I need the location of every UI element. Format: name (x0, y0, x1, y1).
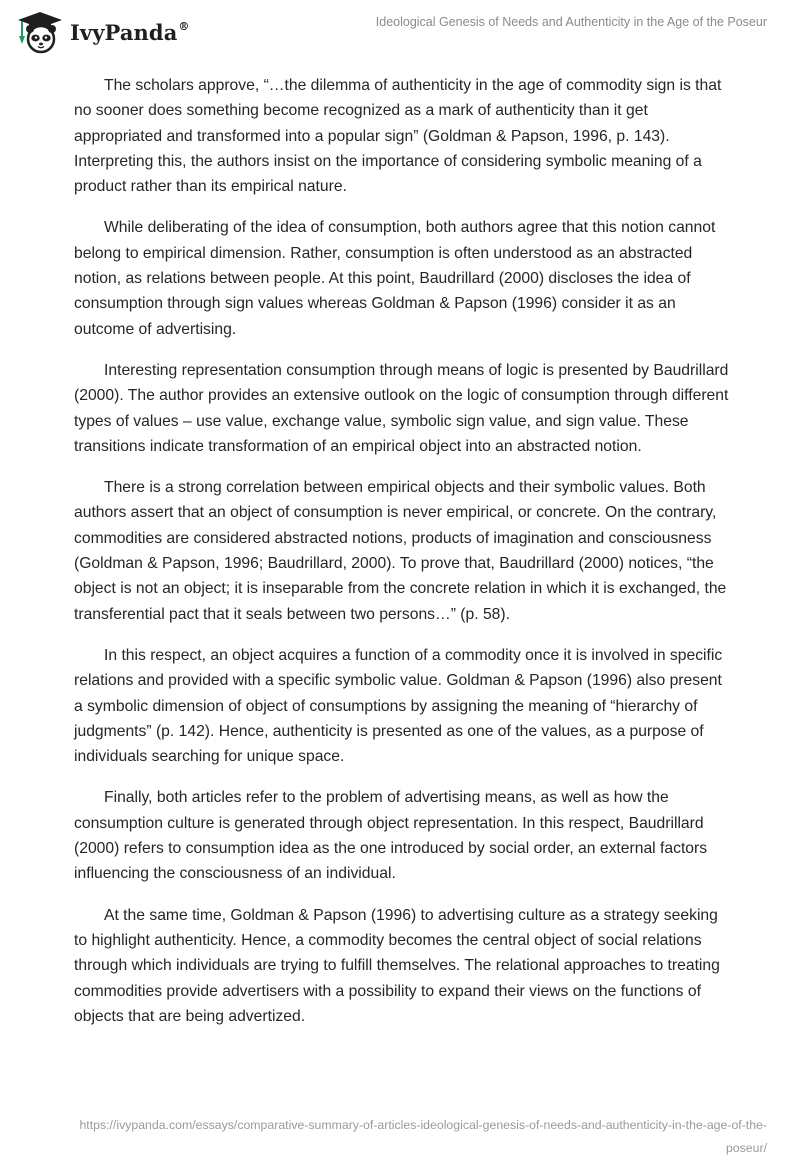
paragraph: The scholars approve, “…the dilemma of authenticity in the age of commodity sign is that no sooner does something become recognized as a mark of authenticity than it get appropriated and transformed into a popular sign” (Goldman & Papson, 1996, p. 143). Interpreting this, the authors insist on the importance of considering symbolic meaning of a product rather than its empirical nature. (74, 77, 722, 196)
page-header (0, 0, 800, 60)
brand-name (70, 20, 190, 45)
paragraph: There is a strong correlation between empirical objects and their symbolic values. Both authors assert that an object of consumption is never empirical, or concrete. On the contrary, commodities are considered abstracted notions, products of imagination and consciousness (Goldman & Papson, 1996; Baudrillard, 2000). To prove that, Baudrillard (2000) notices, “the object is not an object; it is inseparable from the concrete relation in which it is exchanged, the transferential pact that it seals between two persons…” (p. 58). (74, 479, 727, 623)
essay-body (74, 73, 730, 1045)
panda-graduate-icon (14, 10, 66, 54)
paragraph: At the same time, Goldman & Papson (1996) to advertising culture as a strategy seeking to highlight authenticity. Hence, a commodity becomes the central object of social relations through which individuals are trying to fulfill themselves. The relational approaches to treating commodities provide advertisers with a possibility to expand their views on the functions of objects that are being advertized. (74, 906, 720, 1025)
paragraph: While deliberating of the idea of consumption, both authors agree that this notion cannot belong to empirical dimension. Rather, consumption is often understood as an abstracted notion, as relations between people. At this point, Baudrillard (2000) discloses the idea of consumption through sign values whereas Goldman & Papson (1996) consider it as an outcome of advertising. (74, 219, 716, 338)
registered-mark: ® (178, 19, 190, 33)
document-title: Ideological Genesis of Needs and Authenticity in the Age of the Poseur (375, 15, 767, 29)
source-url[interactable]: https://ivypanda.com/essays/comparative-summary-of-articles-ideological-genesis-of-needs-and-authenticity-in-the-age-of-the-poseur/ (79, 1118, 767, 1155)
paragraph: Finally, both articles refer to the problem of advertising means, as well as how the consumption culture is generated through object representation. In this respect, Baudrillard (2000) refers to consumption idea as the one introduced by social order, an external factors influencing the consciousness of an individual. (74, 789, 708, 883)
paragraph: In this respect, an object acquires a function of a commodity once it is involved in specific relations and provided with a specific symbolic value. Goldman & Papson (1996) also present a symbolic dimension of object of consumptions by assigning the meaning of “hierarchy of judgments” (p. 142). Hence, authenticity is presented as one of the values, as a purpose of individuals searching for unique space. (74, 646, 723, 766)
brand-label: IvyPanda (70, 19, 178, 45)
ivypanda-logo[interactable] (14, 10, 190, 54)
paragraph: Interesting representation consumption through means of logic is presented by Baudrillard (2000). The author provides an extensive outlook on the logic of consumption through different types of values – use value, exchange value, symbolic sign value, and sign value. These transitions indicate transformation of an empirical object into an abstracted notion. (74, 361, 729, 455)
